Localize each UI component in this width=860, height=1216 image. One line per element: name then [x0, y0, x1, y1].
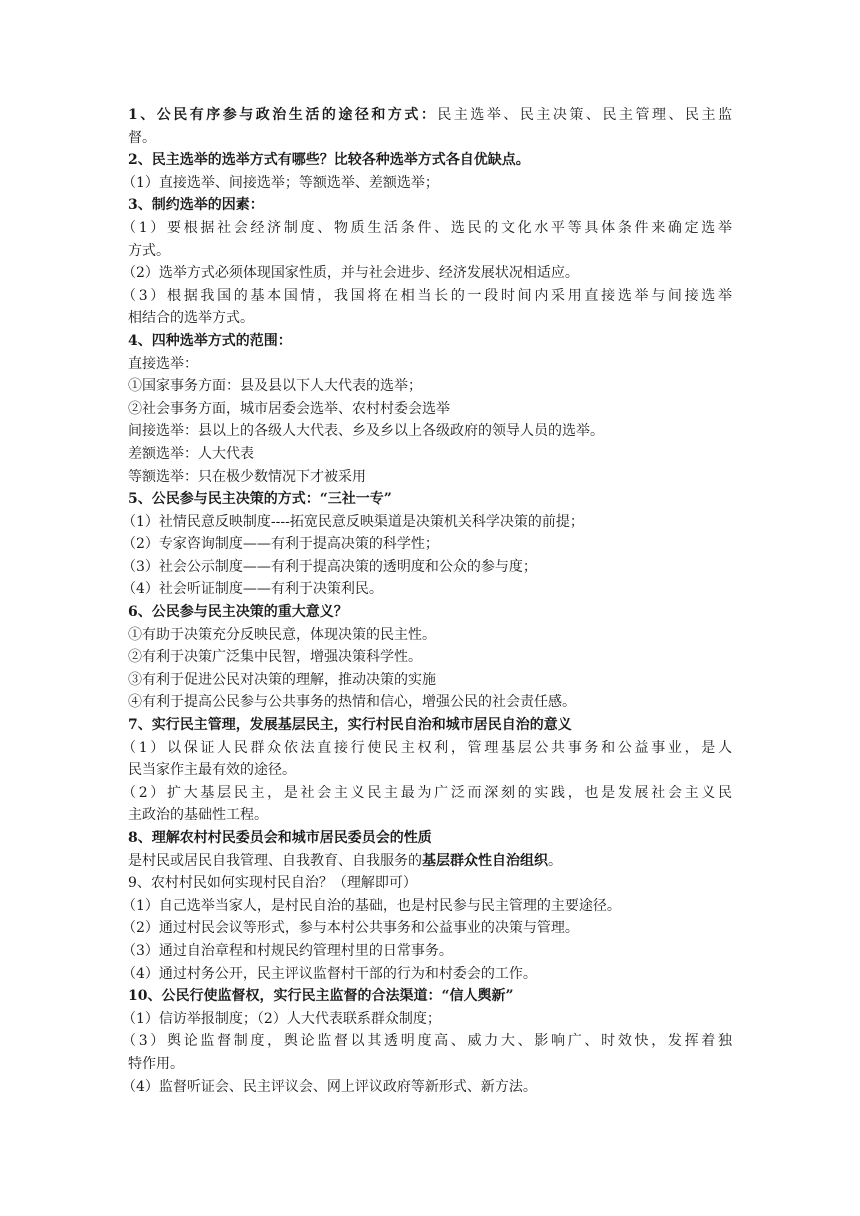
bold-text: 5、公民参与民主决策的方式：“三社一专”: [128, 491, 392, 508]
text-line: [122, 1008, 732, 1031]
text-line: [128, 398, 732, 421]
bold-text: 7、实行民主管理，发展基层民主，实行村民自治和城市居民自治的意义: [128, 717, 572, 734]
text-segment: 等额选举：只在极少数情况下才被采用: [128, 468, 366, 485]
text-segment: ①有助于决策充分反映民意，体现决策的民主性。: [128, 626, 436, 643]
text-segment: 是村民或居民自我管理、自我教育、自我服务的: [128, 852, 422, 869]
text-segment: 9、农村村民如何实现村民自治？（理解即可）: [128, 875, 417, 892]
text-line: [128, 601, 732, 624]
bold-text: 3、制约选举的因素：: [128, 197, 264, 214]
text-line: [128, 127, 732, 150]
text-segment: （2）扩大基层民主，是社会主义民主最为广泛而深刻的实践，也是发展社会主义民: [122, 784, 732, 801]
text-line: [128, 149, 732, 172]
text-segment: 主政治的基础性工程。: [128, 807, 268, 824]
text-line: [128, 420, 732, 443]
text-segment: 相结合的选举方式。: [128, 310, 254, 327]
text-line: [122, 556, 732, 579]
text-line: [128, 646, 732, 669]
text-line: [128, 850, 732, 873]
text-segment: ②社会事务方面，城市居委会选举、农村村委会选举: [128, 400, 450, 417]
text-line: [128, 872, 732, 895]
text-segment: （3）根据我国的基本国情，我国将在相当长的一段时间内采用直接选举与间接选举: [122, 287, 732, 304]
bold-text: 2、民主选举的选举方式有哪些？比较各种选举方式各自优缺点。: [128, 152, 530, 169]
text-segment: ④有利于提高公民参与公共事务的热情和信心，增强公民的社会责任感。: [128, 694, 576, 711]
text-line: [122, 917, 732, 940]
text-line: [128, 104, 732, 127]
text-segment: （1）信访举报制度；（2）人大代表联系群众制度；: [122, 1010, 441, 1027]
text-segment: ②有利于决策广泛集中民智，增强决策科学性。: [128, 649, 422, 666]
text-segment: 直接选举：: [128, 355, 198, 372]
text-line: [128, 466, 732, 489]
bold-text: 6、公民参与民主决策的重大意义？: [128, 604, 348, 621]
text-segment: （3）舆论监督制度，舆论监督以其透明度高、威力大、影响广、时效快，发挥着独: [122, 1033, 732, 1050]
text-line: [122, 217, 732, 240]
text-segment: 。: [548, 852, 562, 869]
text-line: [122, 1030, 732, 1053]
text-segment: （1）直接选举、间接选举；等额选举、差额选举；: [122, 174, 439, 191]
text-line: [122, 262, 732, 285]
text-line: [122, 511, 732, 534]
text-line: [128, 669, 732, 692]
text-line: [122, 895, 732, 918]
text-segment: （1）以保证人民群众依法直接行使民主权利，管理基层公共事务和公益事业，是人: [122, 739, 732, 756]
text-line: [122, 578, 732, 601]
text-line: [122, 285, 732, 308]
text-segment: 民主选举、民主决策、民主管理、民主监: [437, 107, 732, 123]
text-line: [122, 782, 732, 805]
bold-text: 10、公民行使监督权，实行民主监督的合法渠道：“信人舆新”: [128, 988, 514, 1005]
text-line: [128, 353, 732, 376]
text-segment: 特作用。: [128, 1055, 184, 1072]
text-line: [128, 488, 732, 511]
text-segment: （1）自己选举当家人，是村民自治的基础，也是村民参与民主管理的主要途径。: [122, 897, 621, 914]
text-segment: 督。: [128, 129, 156, 146]
text-line: [128, 624, 732, 647]
text-segment: （3）社会公示制度——有利于提高决策的透明度和公众的参与度；: [122, 558, 537, 575]
text-segment: （1）要根据社会经济制度、物质生活条件、选民的文化水平等具体条件来确定选举: [122, 219, 732, 236]
document-page: [122, 104, 732, 1098]
text-segment: （2）通过村民会议等形式，参与本村公共事务和公益事业的决策与管理。: [122, 920, 579, 937]
bold-text: 1、公民有序参与政治生活的途径和方式：: [128, 107, 438, 123]
text-segment: ③有利于促进公民对决策的理解，推动决策的实施: [128, 671, 436, 688]
bold-text: 8、理解农村村民委员会和城市居民委员会的性质: [128, 830, 432, 846]
text-line: [128, 330, 732, 353]
text-line: [122, 1076, 732, 1099]
text-segment: 差额选举：人大代表: [128, 445, 254, 462]
text-segment: （2）专家咨询制度——有利于提高决策的科学性；: [122, 536, 439, 553]
text-segment: 方式。: [128, 242, 170, 259]
text-line: [122, 533, 732, 556]
text-line: [128, 804, 732, 827]
text-line: [122, 963, 732, 986]
text-segment: 民当家作主最有效的途径。: [128, 762, 296, 779]
text-line: [128, 759, 732, 782]
text-line: [128, 714, 732, 737]
text-line: [122, 172, 732, 195]
text-segment: （3）通过自治章程和村规民约管理村里的日常事务。: [122, 942, 453, 959]
text-segment: （4）通过村务公开，民主评议监督村干部的行为和村委会的工作。: [122, 965, 537, 982]
text-segment: （4）监督听证会、民主评议会、网上评议政府等新形式、新方法。: [122, 1078, 537, 1095]
text-segment: （4）社会听证制度——有利于决策利民。: [122, 581, 383, 598]
text-line: [128, 827, 732, 850]
text-segment: 间接选举：县以上的各级人大代表、乡及乡以上各级政府的领导人员的选举。: [128, 423, 604, 440]
text-line: [128, 985, 732, 1008]
text-line: [128, 1053, 732, 1076]
text-line: [128, 691, 732, 714]
text-segment: ①国家事务方面：县及县以下人大代表的选举；: [128, 378, 422, 395]
bold-text: 基层群众性自治组织: [422, 852, 548, 869]
text-line: [128, 443, 732, 466]
text-line: [128, 240, 732, 263]
text-segment: （2）选举方式必须体现国家性质，并与社会进步、经济发展状况相适应。: [122, 265, 579, 282]
text-line: [128, 375, 732, 398]
text-line: [128, 307, 732, 330]
text-line: [128, 194, 732, 217]
bold-text: 4、四种选举方式的范围：: [128, 332, 292, 349]
text-segment: （1）社情民意反映制度----拓宽民意反映渠道是决策机关科学决策的前提；: [122, 513, 584, 530]
text-line: [122, 940, 732, 963]
text-line: [122, 737, 732, 760]
